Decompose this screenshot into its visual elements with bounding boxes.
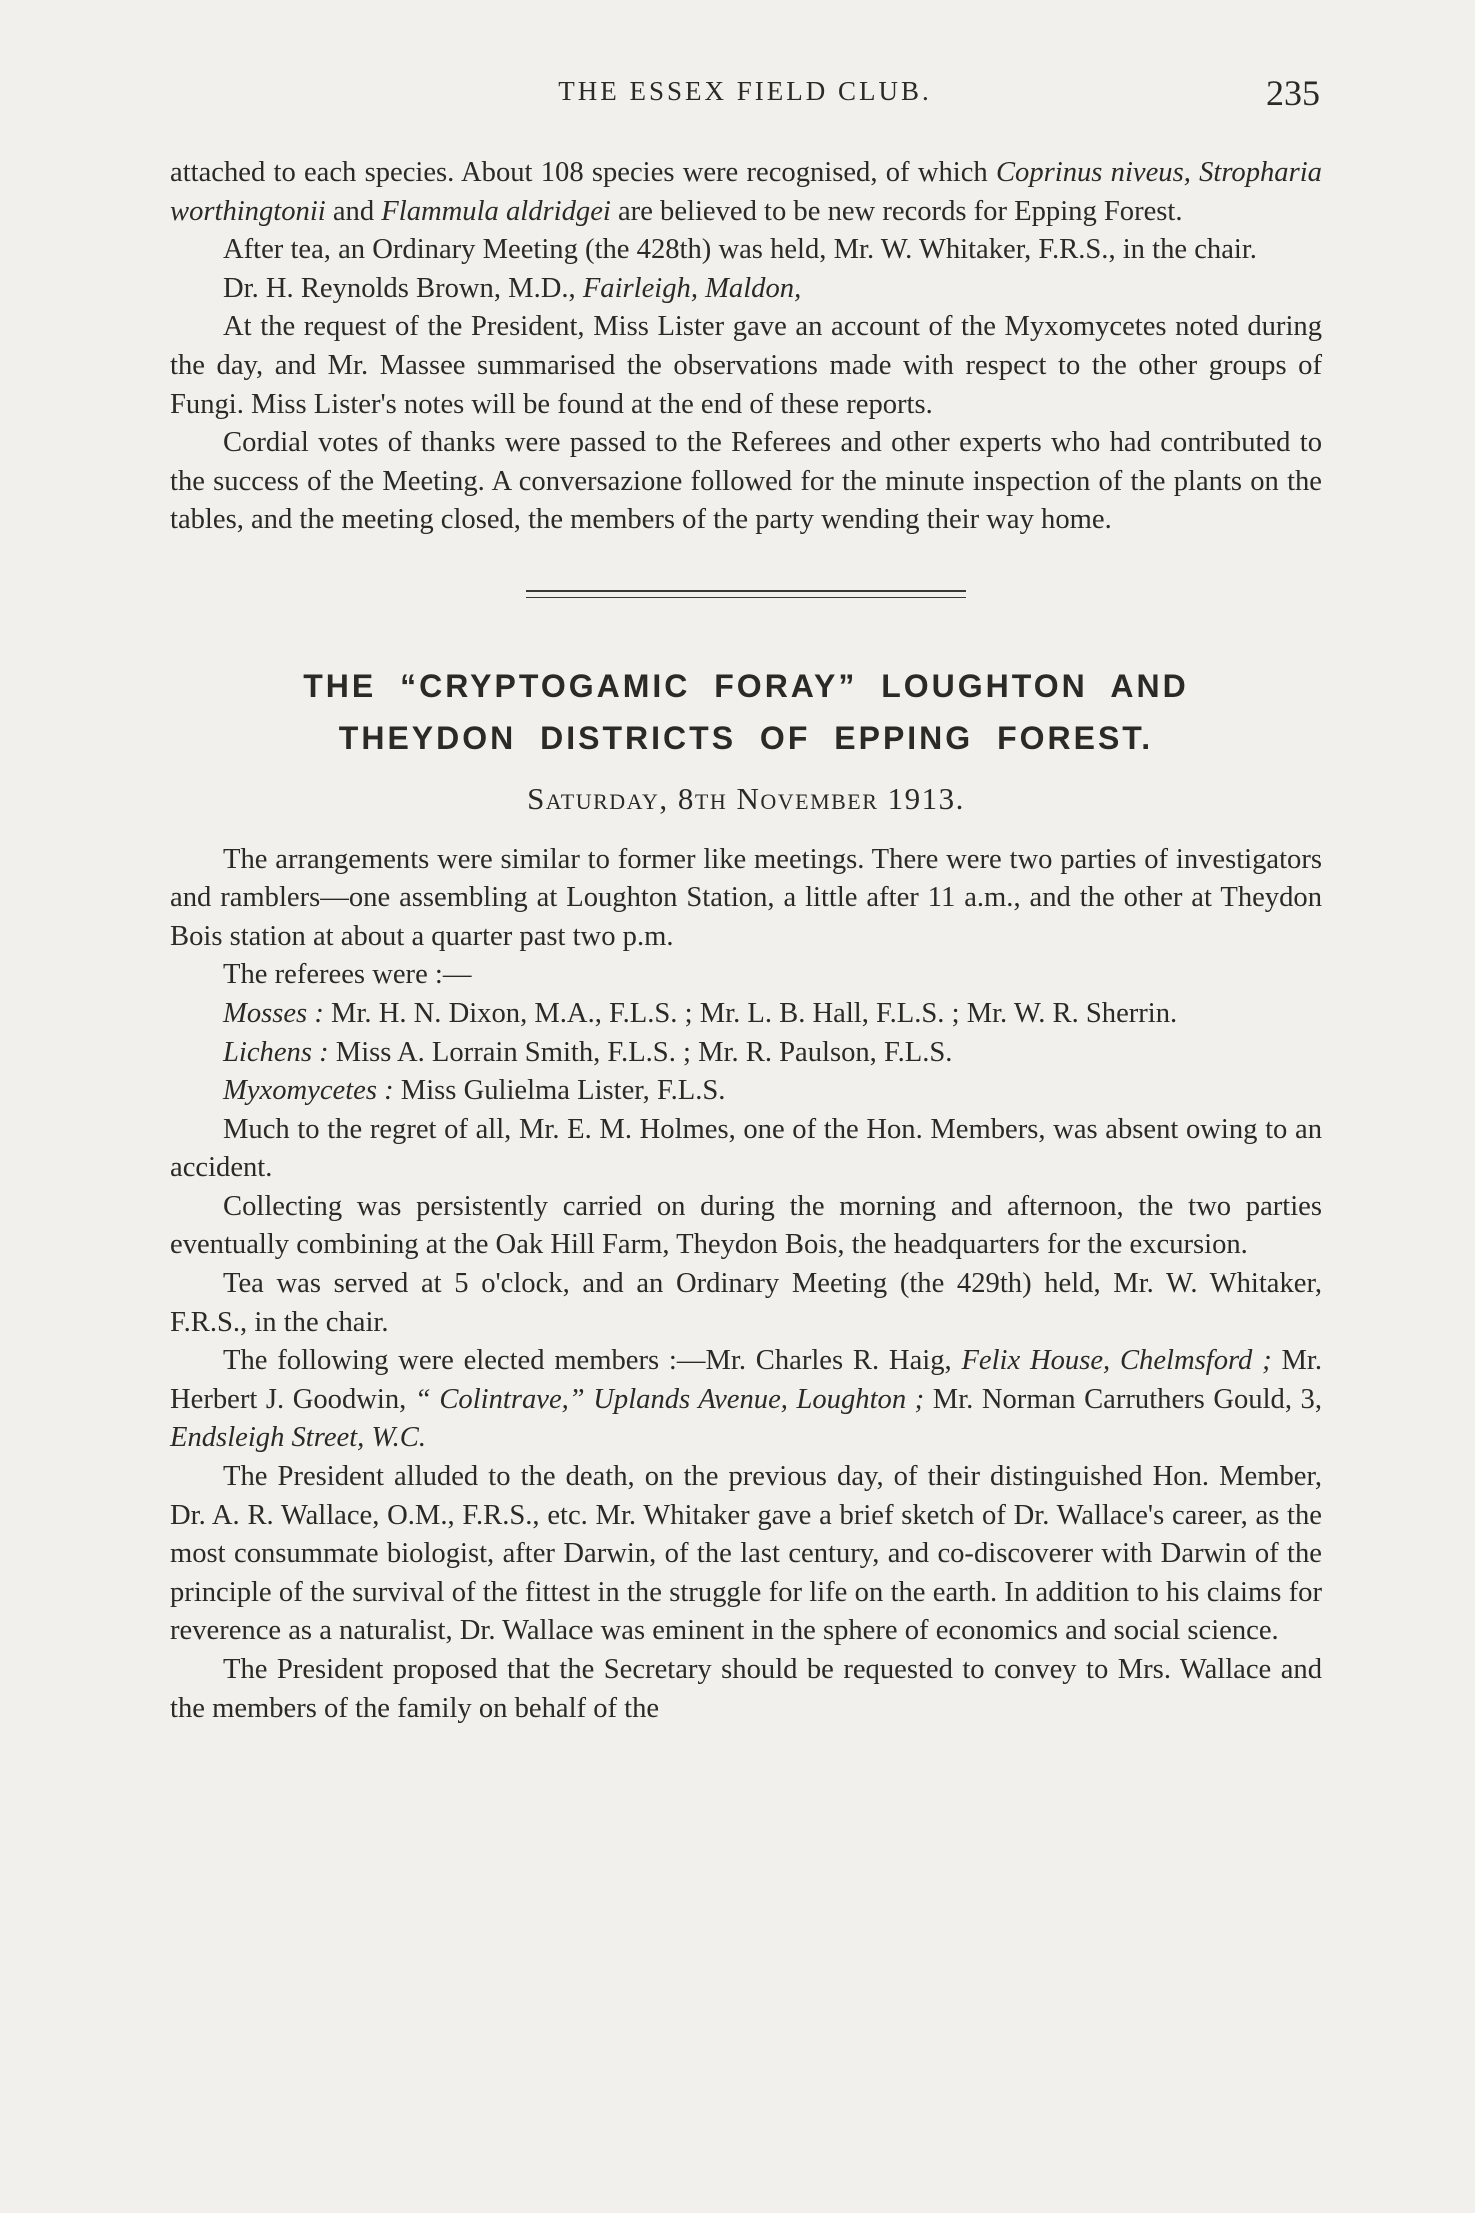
section-title: THE “CRYPTOGAMIC FORAY” LOUGHTON AND THEYDON DISTRICTS OF EPPING FOREST. (303, 667, 1189, 756)
referee-lichens: Lichens : Miss A. Lorrain Smith, F.L.S. ; Mr. R. Paulson, F.L.S. (223, 1036, 953, 1068)
page-body (170, 154, 1322, 1728)
species-name: Flammula aldridgei (381, 195, 611, 227)
paragraph: The President alluded to the death, on the previous day, of their distinguished Hon. Member, Dr. A. R. Wallace, O.M., F.R.S., etc. Mr. Whitaker gave a brief sketch of Dr. Wallace's career, as the most consummate biologist, after Darwin, of the last century, and co-discoverer with Darwin of the principle of the survival of the fittest in the struggle for life on the earth. In addition to his claims for reverence as a naturalist, Dr. Wallace was eminent in the sphere of economics and social science. (170, 1461, 1322, 1647)
paragraph: The President proposed that the Secretary should be requested to convey to Mrs. Wallace and the members of the family on behalf of the (170, 1654, 1322, 1724)
page-number: 235 (1266, 73, 1320, 113)
species-name: Coprinus niveus, (995, 157, 1191, 188)
running-header (170, 73, 1320, 116)
running-title: THE ESSEX FIELD CLUB. (558, 76, 932, 106)
section-divider (526, 590, 966, 598)
paragraph: The arrangements were similar to former like meetings. There were two parties of investigators and ramblers—one assembling at Loughton Station, a little after 11 a.m., and the other at Theydon Bois station at about a quarter past two p.m. (170, 843, 1322, 952)
paragraph: Tea was served at 5 o'clock, and an Ordinary Meeting (the 429th) held, Mr. W. Whitaker, F.R.S., in the chair. (170, 1268, 1322, 1338)
paragraph: At the request of the President, Miss Lister gave an account of the Myxomycetes noted during the day, and Mr. Massee summarised the observations made with respect to the other groups of Fungi. Miss Lister's notes will be found at the end of these reports. (170, 311, 1322, 420)
referee-myxomycetes: Myxomycetes : Miss Gulielma Lister, F.L.S. (223, 1075, 726, 1107)
paragraph: Cordial votes of thanks were passed to the Referees and other experts who had contributed to the success of the Meeting. A conversazione followed for the minute inspection of the plants on the tables, and the meeting closed, the members of the party wending their way home. (170, 427, 1322, 536)
paragraph: Dr. H. Reynolds Brown, M.D., Fairleigh, Maldon, (223, 272, 802, 304)
paragraph: attached to each species. About 108 species were recognised, of which Coprinus niveus, Stropharia worthingtonii and Flammula aldridgei are believed to be new records for Epping Forest. (170, 157, 1322, 227)
paragraph: The following were elected members :—Mr. Charles R. Haig, Felix House, Chelmsford ; Mr. Herbert J. Goodwin, “ Colintrave,” Uplands Avenue, Loughton ; Mr. Norman Carruthers Gould, 3, Endsleigh Street, W.C. (170, 1345, 1322, 1454)
species-name: Stropharia worthingtonii (170, 157, 1322, 227)
referee-mosses: Mosses : Mr. H. N. Dixon, M.A., F.L.S. ; Mr. L. B. Hall, F.L.S. ; Mr. W. R. Sherrin. (223, 997, 1178, 1029)
paragraph: Collecting was persistently carried on during the morning and afternoon, the two parties eventually combining at the Oak Hill Farm, Theydon Bois, the headquarters for the excursion. (170, 1190, 1322, 1261)
paragraph: The referees were :— (223, 959, 472, 991)
paragraph: After tea, an Ordinary Meeting (the 428th) was held, Mr. W. Whitaker, F.R.S., in the chair. (223, 234, 1257, 266)
paragraph: Much to the regret of all, Mr. E. M. Holmes, one of the Hon. Members, was absent owing to an accident. (170, 1113, 1322, 1184)
meeting-date: Saturday, 8th November 1913. (527, 780, 965, 816)
